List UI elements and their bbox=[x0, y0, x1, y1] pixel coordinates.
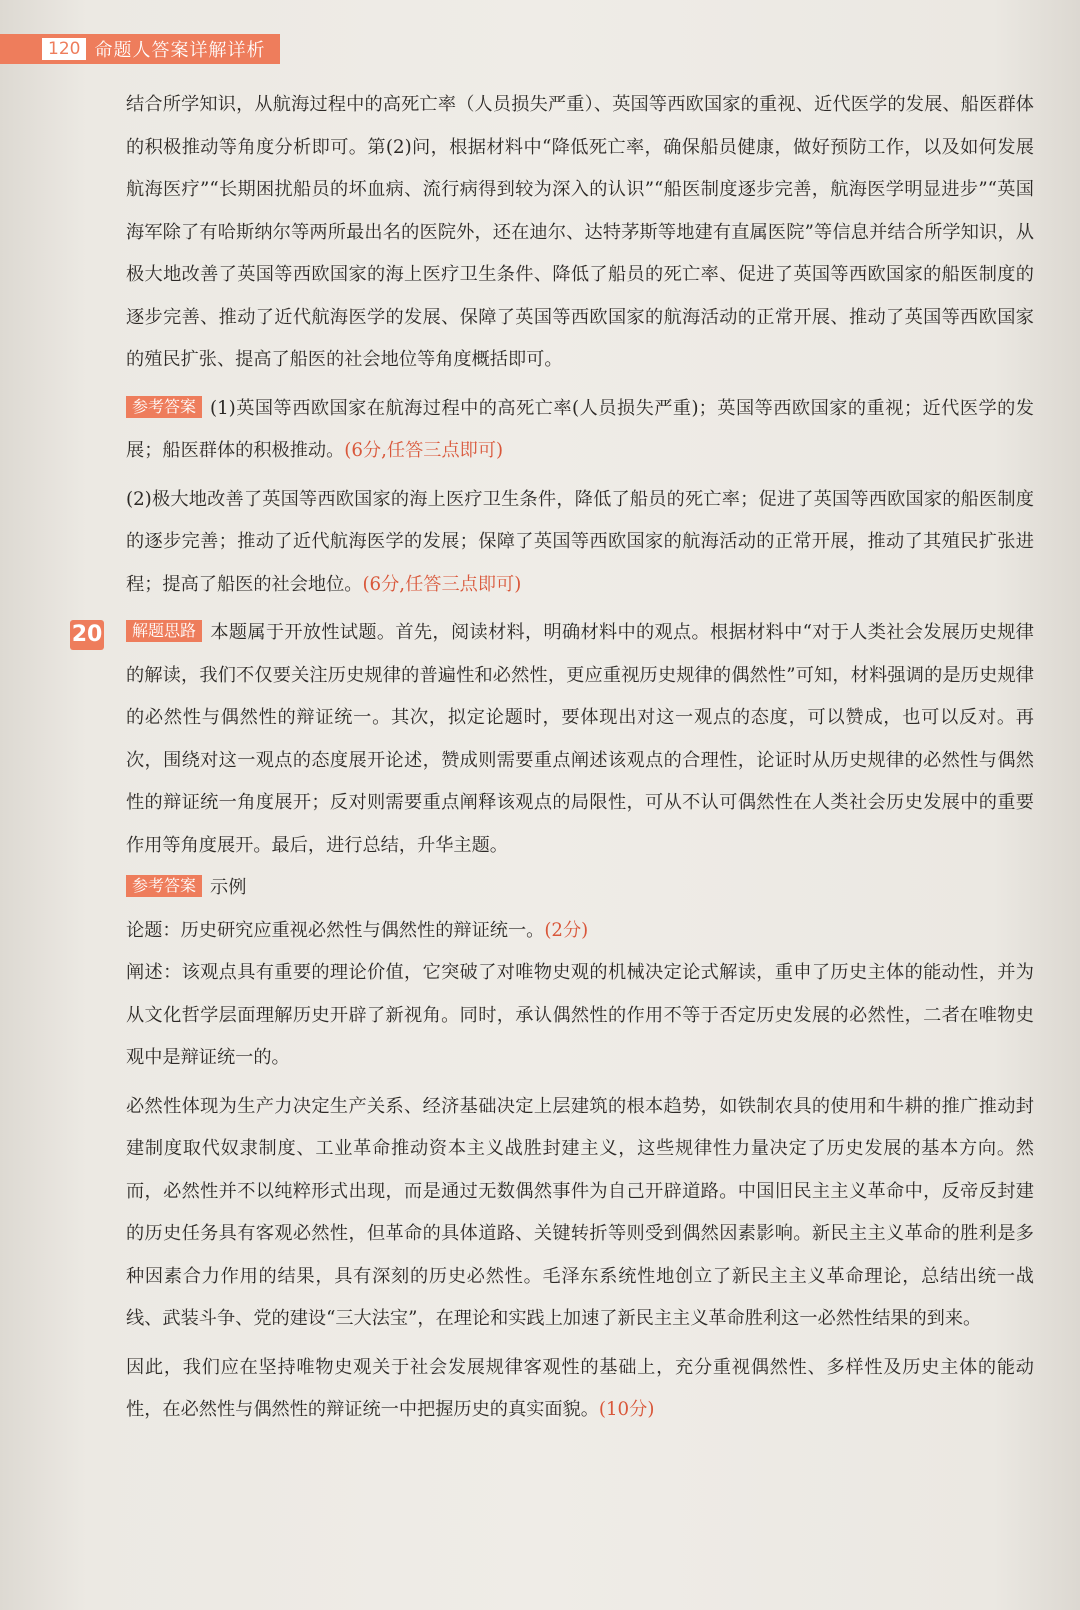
q20-paragraph-1: 阐述：该观点具有重要的理论价值，它突破了对唯物史观的机械决定论式解读，重申了历史主体的能动性，并为从文化哲学层面理解历史开辟了新视角。同时，承认偶然性的作用不等于否定历史发展的必然性，二者在唯物史观中是辩证统一的。 bbox=[126, 962, 1034, 1068]
q20-paragraph-3-text: 因此，我们应在坚持唯物史观关于社会发展规律客观性的基础上，充分重视偶然性、多样性及历史主体的能动性，在必然性与偶然性的辩证统一中把握历史的真实面貌。 bbox=[126, 1356, 1034, 1420]
example-label: 示例 bbox=[210, 877, 247, 898]
thesis-text: 论题：历史研究应重视必然性与偶然性的辩证统一。 bbox=[126, 919, 545, 941]
page-content bbox=[126, 84, 1034, 1432]
q20-thesis bbox=[126, 910, 1034, 953]
score-note: (6分,任答三点即可) bbox=[362, 573, 522, 595]
page-header bbox=[0, 34, 280, 64]
score-note: (2分) bbox=[544, 919, 589, 941]
idea-tag: 解题思路 bbox=[126, 620, 202, 642]
q20-idea-paragraph bbox=[126, 612, 1034, 867]
answer-tag: 参考答案 bbox=[126, 875, 202, 897]
header-title: 命题人答案详解详析 bbox=[94, 40, 266, 61]
q19-analysis-paragraph: 结合所学知识，从航海过程中的高死亡率（人员损失严重）、英国等西欧国家的重视、近代医学的发展、船医群体的积极推动等角度分析即可。第(2)问，根据材料中“降低死亡率，确保船员健康，做好预防工作，以及如何发展航海医疗”“长期困扰船员的坏血病、流行病得到较为深入的认识”“船医制度逐步完善，航海医学明显进步”“英国海军除了有哈斯纳尔等两所最出名的医院外，还在迪尔、达特茅斯等地建有直属医院”等信息并结合所学知识，从极大地改善了英国等西欧国家的海上医疗卫生条件、降低了船员的死亡率、促进了英国等西欧国家的船医制度的逐步完善、推动了近代航海医学的发展、保障了英国等西欧国家的航海活动的正常开展、推动了英国等西欧国家的殖民扩张、提高了船医的社会地位等角度概括即可。 bbox=[126, 94, 1034, 370]
answer-tag: 参考答案 bbox=[126, 396, 202, 418]
score-note: (6分,任答三点即可) bbox=[344, 440, 504, 461]
q20-paragraph-3 bbox=[126, 1347, 1034, 1432]
q20-paragraph-2: 必然性体现为生产力决定生产关系、经济基础决定上层建筑的根本趋势，如铁制农具的使用和牛耕的推广推动封建制度取代奴隶制度、工业革命推动资本主义战胜封建主义，这些规律性力量决定了历史发展的基本方向。然而，必然性并不以纯粹形式出现，而是通过无数偶然事件为自己开辟道路。中国旧民主主义革命中，反帝反封建的历史任务具有客观必然性，但革命的具体道路、关键转折等则受到偶然因素影响。新民主主义革命的胜利是多种因素合力作用的结果，具有深刻的历史必然性。毛泽东系统性地创立了新民主主义革命理论，总结出统一战线、武装斗争、党的建设“三大法宝”，在理论和实践上加速了新民主主义革命胜利这一必然性结果的到来。 bbox=[126, 1095, 1034, 1329]
q19-answer-part2 bbox=[126, 479, 1034, 607]
q19-answer-part2-text: (2)极大地改善了英国等西欧国家的海上医疗卫生条件，降低了船员的死亡率；促进了英国等西欧国家的船医制度的逐步完善；推动了近代航海医学的发展；保障了英国等西欧国家的航海活动的正常开展，推动了其殖民扩张进程；提高了船医的社会地位。 bbox=[126, 488, 1034, 595]
score-note: (10分) bbox=[598, 1399, 655, 1420]
page-number: 120 bbox=[42, 38, 86, 60]
q20-idea-text: 本题属于开放性试题。首先，阅读材料，明确材料中的观点。根据材料中“对于人类社会发展历史规律的解读，我们不仅要关注历史规律的普遍性和必然性，更应重视历史规律的偶然性”可知，材料强调的是历史规律的必然性与偶然性的辩证统一。其次，拟定论题时，要体现出对这一观点的态度，可以赞成，也可以反对。再次，围绕对这一观点的态度展开论述，赞成则需要重点阐述该观点的合理性，论证时从历史规律的必然性与偶然性的辩证统一角度展开；反对则需要重点阐释该观点的局限性，可从不认可偶然性在人类社会历史发展中的重要作用等角度展开。最后，进行总结，升华主题。 bbox=[126, 622, 1034, 856]
q20-answer-heading bbox=[126, 867, 1034, 910]
q19-answer-part1-text: (1)英国等西欧国家在航海过程中的高死亡率(人员损失严重)；英国等西欧国家的重视；近代医学的发展；船医群体的积极推动。 bbox=[126, 397, 1034, 461]
question-number-badge: 20 bbox=[70, 620, 104, 650]
q19-answer-part1 bbox=[126, 388, 1034, 473]
